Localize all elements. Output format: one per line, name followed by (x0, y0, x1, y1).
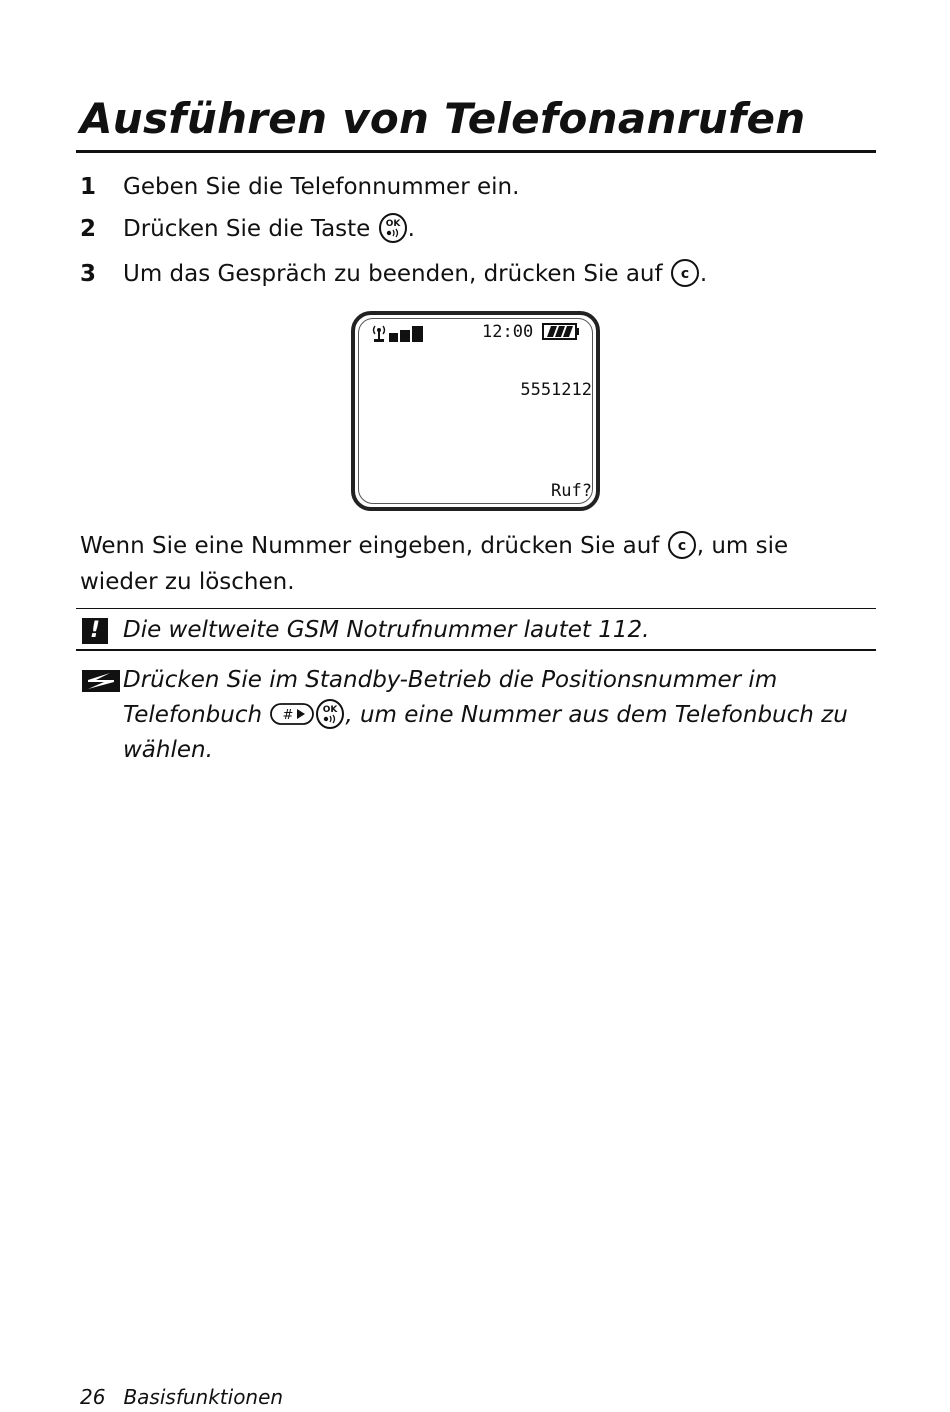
svg-text:#: # (282, 707, 294, 723)
delete-number-paragraph (80, 528, 870, 600)
display-phone-number: 5551212 (520, 380, 592, 400)
display-clock: 12:00 (482, 322, 534, 342)
title-rule (76, 150, 876, 153)
hash-key-icon (269, 702, 315, 726)
tip-text-after: , um eine Nummer aus dem Telefonbuch zu wählen. (123, 702, 848, 763)
paragraph-text-before: Wenn Sie eine Nummer eingeben, drücken Sie auf (80, 533, 660, 559)
svg-text:OK: OK (385, 218, 400, 229)
display-softkey-label: Ruf? (551, 481, 592, 501)
page-footer (80, 1384, 283, 1410)
phone-display (351, 311, 600, 511)
tip-text-before: Drücken Sie im Standby-Betrieb die Positionsnummer im Telefonbuch (123, 667, 778, 728)
ok-talk-key-icon (315, 698, 345, 730)
svg-text:c: c (680, 265, 690, 282)
step-number: 3 (80, 261, 97, 287)
step-text-after: . (699, 261, 708, 287)
note-rule-top (76, 608, 876, 609)
page-title: Ausführen von Telefonanrufen (80, 94, 806, 143)
step-text: Geben Sie die Telefonnummer ein. (123, 174, 520, 200)
step-number: 1 (80, 174, 97, 200)
signal-strength-icon (369, 322, 431, 344)
step-text (123, 259, 707, 289)
emergency-note: Die weltweite GSM Notrufnummer lautet 112. (123, 617, 650, 643)
page-number: 26 (80, 1385, 106, 1409)
svg-text:c: c (677, 537, 686, 554)
step-text-before: Um das Gespräch zu beenden, drücken Sie auf (123, 261, 663, 287)
step-text-after: . (407, 216, 415, 242)
battery-icon (542, 323, 580, 341)
phonebook-tip (123, 663, 863, 768)
c-key-icon (667, 530, 697, 560)
note-rule-bottom (76, 649, 876, 651)
c-key-icon (670, 258, 700, 288)
step-text (123, 214, 415, 244)
svg-text:OK: OK (323, 704, 338, 715)
ok-talk-key-icon (378, 212, 408, 244)
warning-icon: ! (82, 618, 108, 644)
phone-display-frame (358, 318, 593, 504)
step-text-before: Drücken Sie die Taste (123, 216, 371, 242)
step-number: 2 (80, 216, 97, 242)
footer-section: Basisfunktionen (123, 1385, 284, 1409)
tip-icon (82, 670, 120, 692)
paragraph-text-after: , um sie wieder zu löschen. (80, 533, 789, 595)
